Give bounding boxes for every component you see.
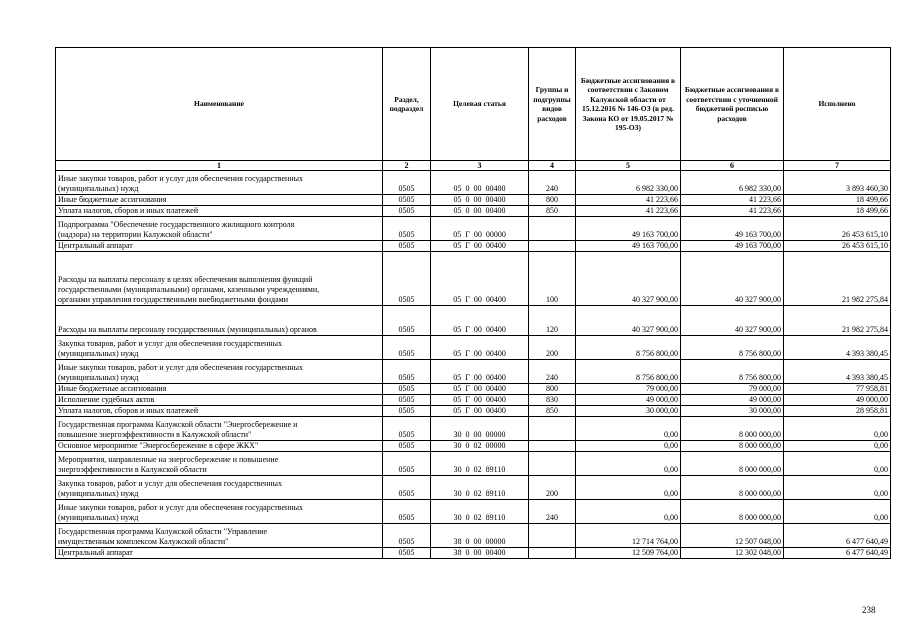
cell-section: 0505 — [383, 241, 431, 252]
cell-budget-list: 8 756 800,00 — [681, 336, 784, 360]
table-row — [56, 548, 891, 559]
cell-budget-list: 12 507 048,00 — [681, 524, 784, 548]
cell-budget-list: 49 000,00 — [681, 395, 784, 406]
cell-name: Расходы на выплаты персоналу в целях обеспечения выполнения функций государственными (муниципальными) органами, казенными учреждениями, органами управления государственными внебюджетными фондами — [56, 252, 383, 306]
cell-name: Центральный аппарат — [56, 548, 383, 559]
cell-target-article: 05 Г 00 00400 — [431, 336, 529, 360]
cell-target-article: 05 Г 00 00400 — [431, 241, 529, 252]
cell-executed: 4 393 380,45 — [784, 336, 891, 360]
cell-name: Иные закупки товаров, работ и услуг для обеспечения государственных (муниципальных) нужд — [56, 360, 383, 384]
table-row — [56, 360, 891, 384]
cell-executed: 6 477 640,49 — [784, 548, 891, 559]
cell-budget-law: 49 163 700,00 — [576, 241, 681, 252]
header-group: Группы и подгруппы видов расходов — [529, 48, 576, 161]
cell-target-article: 30 0 02 89110 — [431, 476, 529, 500]
cell-target-article: 05 0 00 00400 — [431, 195, 529, 206]
cell-executed: 6 477 640,49 — [784, 524, 891, 548]
cell-name: Основное мероприятие "Энергосбережение в сфере ЖКХ" — [56, 441, 383, 452]
cell-budget-list: 8 000 000,00 — [681, 417, 784, 441]
cell-target-article: 30 0 02 00000 — [431, 441, 529, 452]
cell-budget-list: 40 327 900,00 — [681, 306, 784, 336]
cell-budget-list: 41 223,66 — [681, 195, 784, 206]
cell-executed: 21 982 275,84 — [784, 252, 891, 306]
cell-section: 0505 — [383, 336, 431, 360]
cell-section: 0505 — [383, 417, 431, 441]
cell-executed: 0,00 — [784, 452, 891, 476]
cell-name: Центральный аппарат — [56, 241, 383, 252]
cell-executed: 0,00 — [784, 476, 891, 500]
header-target: Целевая статья — [431, 48, 529, 161]
cell-name: Уплата налогов, сборов и иных платежей — [56, 206, 383, 217]
cell-budget-law: 12 509 764,00 — [576, 548, 681, 559]
cell-budget-list: 8 000 000,00 — [681, 476, 784, 500]
cell-target-article: 05 Г 00 00000 — [431, 217, 529, 241]
cell-name: Государственная программа Калужской области "Управление имущественным комплексом Калужской области" — [56, 524, 383, 548]
header-section: Раздел, подраздел — [383, 48, 431, 161]
cell-expense-group — [529, 417, 576, 441]
table-row — [56, 384, 891, 395]
cell-expense-group: 200 — [529, 476, 576, 500]
cell-expense-group — [529, 452, 576, 476]
cell-target-article: 30 0 02 89110 — [431, 452, 529, 476]
cell-section: 0505 — [383, 524, 431, 548]
cell-section: 0505 — [383, 195, 431, 206]
cell-section: 0505 — [383, 441, 431, 452]
cell-expense-group: 120 — [529, 306, 576, 336]
column-number: 1 — [56, 161, 383, 171]
header-row — [56, 48, 891, 161]
header-budget-list: Бюджетные ассигнования в соответствии с уточненной бюджетной росписью расходов — [681, 48, 784, 161]
cell-name: Уплата налогов, сборов и иных платежей — [56, 406, 383, 417]
cell-budget-law: 41 223,66 — [576, 206, 681, 217]
cell-section: 0505 — [383, 500, 431, 524]
cell-executed: 26 453 615,10 — [784, 241, 891, 252]
cell-name: Закупка товаров, работ и услуг для обеспечения государственных (муниципальных) нужд — [56, 336, 383, 360]
cell-target-article: 05 Г 00 00400 — [431, 395, 529, 406]
cell-expense-group: 850 — [529, 206, 576, 217]
cell-expense-group: 850 — [529, 406, 576, 417]
cell-target-article: 05 Г 00 00400 — [431, 252, 529, 306]
cell-budget-law: 8 756 800,00 — [576, 336, 681, 360]
cell-budget-law: 30 000,00 — [576, 406, 681, 417]
header-executed: Исполнено — [784, 48, 891, 161]
cell-budget-law: 12 714 764,00 — [576, 524, 681, 548]
cell-section: 0505 — [383, 306, 431, 336]
cell-target-article: 38 0 00 00000 — [431, 524, 529, 548]
table-row — [56, 241, 891, 252]
cell-budget-list: 49 163 700,00 — [681, 217, 784, 241]
table-row — [56, 452, 891, 476]
cell-budget-law: 0,00 — [576, 441, 681, 452]
cell-section: 0505 — [383, 252, 431, 306]
cell-budget-law: 0,00 — [576, 476, 681, 500]
cell-budget-law: 79 000,00 — [576, 384, 681, 395]
cell-expense-group — [529, 441, 576, 452]
cell-budget-law: 40 327 900,00 — [576, 252, 681, 306]
cell-executed: 18 499,66 — [784, 206, 891, 217]
cell-budget-list: 8 000 000,00 — [681, 500, 784, 524]
cell-name: Исполнение судебных актов — [56, 395, 383, 406]
table-row — [56, 306, 891, 336]
cell-section: 0505 — [383, 395, 431, 406]
cell-target-article: 05 0 00 00400 — [431, 206, 529, 217]
cell-section: 0505 — [383, 206, 431, 217]
cell-target-article: 05 Г 00 00400 — [431, 384, 529, 395]
table-row — [56, 524, 891, 548]
cell-executed: 18 499,66 — [784, 195, 891, 206]
cell-budget-law: 41 223,66 — [576, 195, 681, 206]
cell-expense-group — [529, 217, 576, 241]
cell-target-article: 30 0 00 00000 — [431, 417, 529, 441]
cell-budget-list: 12 302 048,00 — [681, 548, 784, 559]
cell-section: 0505 — [383, 384, 431, 395]
cell-budget-list: 49 163 700,00 — [681, 241, 784, 252]
cell-budget-list: 8 000 000,00 — [681, 452, 784, 476]
cell-executed: 0,00 — [784, 500, 891, 524]
cell-executed: 0,00 — [784, 441, 891, 452]
header-name: Наименование — [56, 48, 383, 161]
cell-expense-group: 800 — [529, 195, 576, 206]
cell-budget-law: 8 756 800,00 — [576, 360, 681, 384]
cell-target-article: 38 0 00 00400 — [431, 548, 529, 559]
cell-budget-law: 6 982 330,00 — [576, 171, 681, 195]
cell-budget-law: 40 327 900,00 — [576, 306, 681, 336]
page-number: 238 — [862, 605, 876, 615]
table-row — [56, 441, 891, 452]
cell-name: Иные закупки товаров, работ и услуг для обеспечения государственных (муниципальных) нужд — [56, 171, 383, 195]
cell-expense-group: 200 — [529, 336, 576, 360]
cell-budget-list: 8 000 000,00 — [681, 441, 784, 452]
table-row — [56, 217, 891, 241]
cell-executed: 28 958,81 — [784, 406, 891, 417]
cell-name: Подпрограмма "Обеспечение государственного жилищного контроля (надзора) на территории Калужской области" — [56, 217, 383, 241]
column-number: 7 — [784, 161, 891, 171]
cell-budget-list: 6 982 330,00 — [681, 171, 784, 195]
cell-budget-law: 0,00 — [576, 500, 681, 524]
cell-target-article: 05 Г 00 00400 — [431, 406, 529, 417]
cell-budget-list: 41 223,66 — [681, 206, 784, 217]
cell-budget-law: 49 000,00 — [576, 395, 681, 406]
table-row — [56, 252, 891, 306]
table-row — [56, 395, 891, 406]
cell-section: 0505 — [383, 476, 431, 500]
table-body — [56, 171, 891, 559]
cell-budget-law: 0,00 — [576, 452, 681, 476]
cell-budget-list: 8 756 800,00 — [681, 360, 784, 384]
cell-section: 0505 — [383, 360, 431, 384]
column-number: 5 — [576, 161, 681, 171]
cell-name: Государственная программа Калужской области "Энергосбережение и повышение энергоэффективности в Калужской области" — [56, 417, 383, 441]
column-number: 3 — [431, 161, 529, 171]
table-row — [56, 206, 891, 217]
cell-expense-group: 240 — [529, 500, 576, 524]
cell-executed: 4 393 380,45 — [784, 360, 891, 384]
cell-executed: 0,00 — [784, 417, 891, 441]
table-row — [56, 500, 891, 524]
cell-executed: 49 000,00 — [784, 395, 891, 406]
cell-name: Иные бюджетные ассигнования — [56, 195, 383, 206]
cell-budget-list: 30 000,00 — [681, 406, 784, 417]
cell-expense-group — [529, 524, 576, 548]
cell-expense-group: 800 — [529, 384, 576, 395]
column-number: 4 — [529, 161, 576, 171]
column-number: 6 — [681, 161, 784, 171]
cell-executed: 21 982 275,84 — [784, 306, 891, 336]
cell-name: Расходы на выплаты персоналу государственных (муниципальных) органов — [56, 306, 383, 336]
header-budget-law: Бюджетные ассигнования в соответствии с Законом Калужской области от 15.12.2016 № 146-ОЗ (в ред. Закона КО от 19.05.2017 № 195-ОЗ) — [576, 48, 681, 161]
cell-expense-group: 100 — [529, 252, 576, 306]
cell-executed: 26 453 615,10 — [784, 217, 891, 241]
table-row — [56, 195, 891, 206]
cell-expense-group: 240 — [529, 171, 576, 195]
cell-name: Иные закупки товаров, работ и услуг для обеспечения государственных (муниципальных) нужд — [56, 500, 383, 524]
table-row — [56, 406, 891, 417]
cell-name: Мероприятия, направленные на энергосбережение и повышение энергоэффективности в Калужской области — [56, 452, 383, 476]
cell-name: Закупка товаров, работ и услуг для обеспечения государственных (муниципальных) нужд — [56, 476, 383, 500]
table-row — [56, 417, 891, 441]
cell-budget-list: 79 000,00 — [681, 384, 784, 395]
cell-section: 0505 — [383, 406, 431, 417]
cell-expense-group — [529, 548, 576, 559]
cell-section: 0505 — [383, 548, 431, 559]
cell-executed: 77 958,81 — [784, 384, 891, 395]
cell-executed: 3 893 460,30 — [784, 171, 891, 195]
cell-target-article: 05 Г 00 00400 — [431, 306, 529, 336]
column-number-row — [56, 161, 891, 171]
cell-target-article: 05 0 00 00400 — [431, 171, 529, 195]
cell-budget-list: 40 327 900,00 — [681, 252, 784, 306]
cell-target-article: 05 Г 00 00400 — [431, 360, 529, 384]
cell-section: 0505 — [383, 452, 431, 476]
cell-name: Иные бюджетные ассигнования — [56, 384, 383, 395]
cell-target-article: 30 0 02 89110 — [431, 500, 529, 524]
table-row — [56, 336, 891, 360]
table-row — [56, 171, 891, 195]
cell-section: 0505 — [383, 217, 431, 241]
table-row — [56, 476, 891, 500]
cell-expense-group — [529, 241, 576, 252]
column-number: 2 — [383, 161, 431, 171]
cell-budget-law: 0,00 — [576, 417, 681, 441]
cell-section: 0505 — [383, 171, 431, 195]
cell-expense-group: 240 — [529, 360, 576, 384]
budget-table — [55, 47, 891, 559]
cell-expense-group: 830 — [529, 395, 576, 406]
cell-budget-law: 49 163 700,00 — [576, 217, 681, 241]
